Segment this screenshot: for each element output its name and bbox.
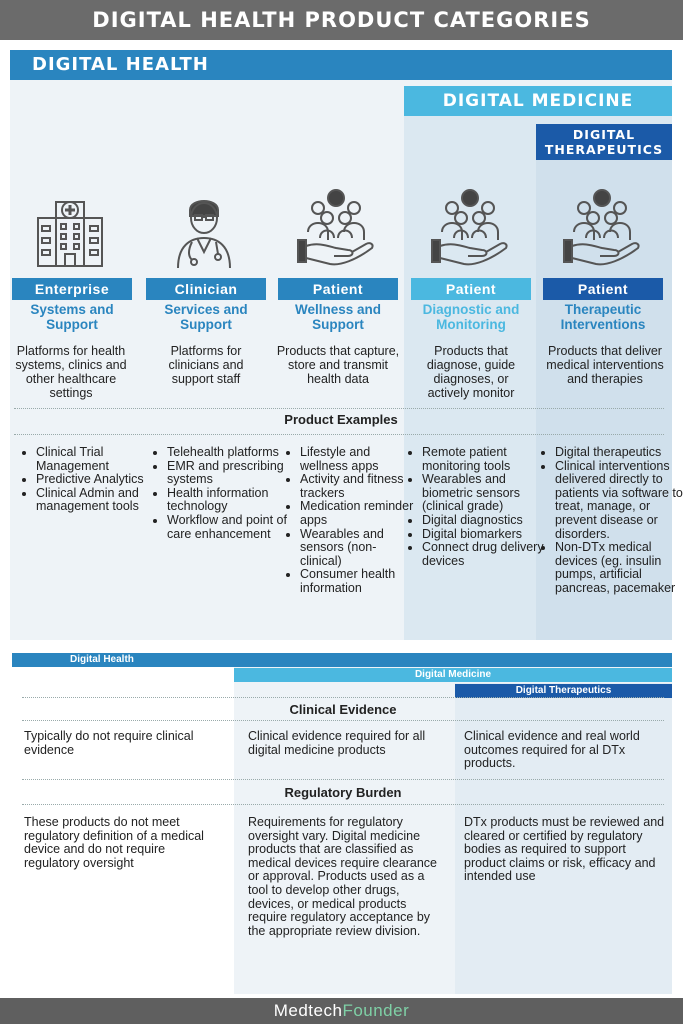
list-item: • Wearables and sensors (non-clinical) bbox=[300, 528, 418, 569]
divider bbox=[22, 779, 664, 780]
clinical-evidence-digital-health: Typically do not require clinical evidence bbox=[24, 729, 194, 757]
examples-list-therapeutic bbox=[541, 446, 683, 596]
column-subtitle-enterprise: Systems and Support bbox=[30, 302, 114, 332]
list-item: • Remote patient monitoring tools bbox=[422, 446, 548, 473]
regulatory-burden-heading: Regulatory Burden bbox=[284, 785, 402, 800]
list-item: • Telehealth platforms bbox=[167, 446, 291, 460]
column-label-enterprise: Enterprise bbox=[12, 278, 132, 300]
column-description-diagnostic: Products that diagnose, guide diagnoses, or actively monitor bbox=[426, 344, 516, 400]
column-description-enterprise: Platforms for health systems, clinics and other healthcare settings bbox=[15, 344, 127, 400]
product-examples-heading: Product Examples bbox=[284, 412, 398, 427]
table-band-digital-health: Digital Health bbox=[12, 653, 672, 667]
clinical-evidence-heading: Clinical Evidence bbox=[289, 702, 397, 717]
examples-list-clinician bbox=[153, 446, 291, 541]
examples-list-enterprise bbox=[22, 446, 158, 514]
divider bbox=[22, 697, 664, 698]
column-description-therapeutic: Products that deliver medical interventions and therapies bbox=[546, 344, 664, 386]
patients-hand-icon bbox=[296, 188, 376, 268]
divider bbox=[22, 720, 664, 721]
list-item: • Consumer health information bbox=[300, 568, 418, 595]
divider bbox=[14, 434, 664, 435]
hospital-icon bbox=[30, 190, 110, 270]
regulatory-burden-digital-medicine: Requirements for regulatory oversight vary. Digital medicine products that are classified as medical devices require clearance or approval. Products used as a tool to develop other drugs, devices, or medical products require regulatory acceptance by the appropriate review division. bbox=[248, 815, 437, 938]
examples-list-wellness bbox=[286, 446, 418, 596]
list-item: • Digital therapeutics bbox=[555, 446, 683, 460]
footer-brand bbox=[0, 998, 683, 1024]
list-item: • Clinical Trial Management bbox=[36, 446, 158, 473]
list-item: • Lifestyle and wellness apps bbox=[300, 446, 418, 473]
patients-hand-icon-2 bbox=[430, 188, 510, 268]
digital-health-band: DIGITAL HEALTH bbox=[10, 50, 672, 80]
brand-founder: Founder bbox=[342, 1001, 410, 1020]
list-item: • Clinical interventions delivered directly to patients via software to treat, manage, or prevent disease or disorders. bbox=[555, 460, 683, 542]
list-item: • Workflow and point of care enhancement bbox=[167, 514, 291, 541]
column-subtitle-wellness: Wellness and Support bbox=[294, 302, 382, 332]
divider bbox=[22, 804, 664, 805]
list-item: • Medication reminder apps bbox=[300, 500, 418, 527]
patients-hand-icon-3 bbox=[562, 188, 642, 268]
list-item: • Activity and fitness trackers bbox=[300, 473, 418, 500]
clinical-evidence-digital-medicine: Clinical evidence required for all digital medicine products bbox=[248, 729, 426, 757]
list-item: • Non-DTx medical devices (eg. insulin pumps, artificial pancreas, pacemaker bbox=[555, 541, 683, 595]
page-title: DIGITAL HEALTH PRODUCT CATEGORIES bbox=[0, 0, 683, 40]
list-item: • Wearables and biometric sensors (clinical grade) bbox=[422, 473, 548, 514]
list-item: • Health information technology bbox=[167, 487, 291, 514]
column-subtitle-diagnostic: Diagnostic and Monitoring bbox=[422, 302, 520, 332]
column-label-patient-wellness: Patient bbox=[278, 278, 398, 300]
doctor-icon bbox=[164, 190, 244, 270]
brand-medtech: Medtech bbox=[273, 1001, 343, 1020]
column-label-clinician: Clinician bbox=[146, 278, 266, 300]
digital-medicine-band: DIGITAL MEDICINE bbox=[404, 86, 672, 116]
divider bbox=[14, 408, 664, 409]
column-subtitle-clinician: Services and Support bbox=[164, 302, 248, 332]
table-band-digital-therapeutics: Digital Therapeutics bbox=[455, 684, 672, 698]
digital-therapeutics-band: DIGITAL THERAPEUTICS bbox=[536, 124, 672, 160]
column-description-wellness: Products that capture, store and transmit health data bbox=[276, 344, 400, 386]
column-label-patient-therapeutic: Patient bbox=[543, 278, 663, 300]
list-item: • EMR and prescribing systems bbox=[167, 460, 291, 487]
table-band-digital-medicine: Digital Medicine bbox=[234, 668, 672, 682]
examples-list-diagnostic bbox=[408, 446, 548, 568]
list-item: • Clinical Admin and management tools bbox=[36, 487, 158, 514]
list-item: • Digital biomarkers bbox=[422, 528, 548, 542]
clinical-evidence-digital-therapeutics: Clinical evidence and real world outcomes required for al DTx products. bbox=[464, 729, 640, 771]
column-label-patient-diagnostic: Patient bbox=[411, 278, 531, 300]
list-item: • Digital diagnostics bbox=[422, 514, 548, 528]
list-item: • Connect drug delivery devices bbox=[422, 541, 548, 568]
regulatory-burden-digital-therapeutics: DTx products must be reviewed and cleared or certified by regulatory bodies as required to support product claims or risk, efficacy and intended use bbox=[464, 815, 665, 884]
column-description-clinician: Platforms for clinicians and support staff bbox=[168, 344, 244, 386]
list-item: • Predictive Analytics bbox=[36, 473, 158, 487]
column-subtitle-therapeutic: Therapeutic Interventions bbox=[560, 302, 646, 332]
regulatory-burden-digital-health: These products do not meet regulatory definition of a medical device and do not require regulatory oversight bbox=[24, 815, 204, 870]
